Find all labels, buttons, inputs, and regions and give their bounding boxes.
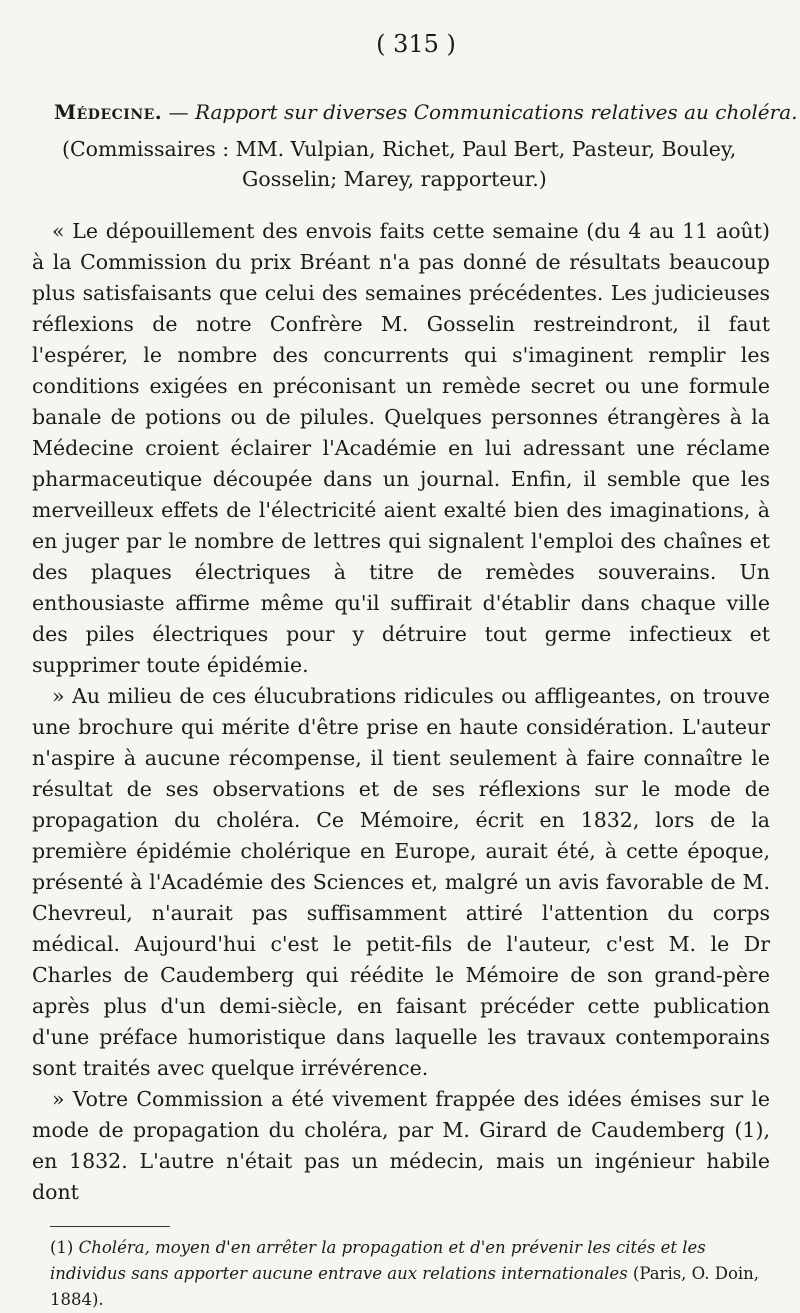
footnote (32, 1235, 770, 1313)
footnote-citation: (Paris, O. Doin, 1884). (50, 1264, 760, 1309)
section-heading (54, 100, 798, 124)
section-label: Médecine. (54, 100, 163, 124)
section-title: Rapport sur diverses Communications relatives au choléra. (194, 100, 798, 124)
commissaires-block (32, 134, 770, 194)
paragraph-3: » Votre Commission a été vivement frappée des idées émises sur le mode de propagation du choléra, par M. Girard de Caudemberg (1), en 1832. L'autre n'était pas un médecin, mais un ingénieur habile dont (32, 1087, 770, 1204)
heading-dash: — (162, 100, 195, 124)
page-number: ( 315 ) (376, 30, 456, 58)
footnote-divider (50, 1226, 170, 1227)
body-text (32, 216, 770, 1208)
commissaires-line-2: Gosselin; Marey, rapporteur.) (242, 167, 547, 191)
paragraph-2: » Au milieu de ces élucubrations ridicules ou affligeantes, on trouve une brochure qui mérite d'être prise en haute considération. L'auteur n'aspire à aucune récompense, il tient seulement à faire connaître le résultat de ses observations et de ses réflexions sur le mode de propagation du choléra. Ce Mémoire, écrit en 1832, lors de la première épidémie cholérique en Europe, aurait été, à cette époque, présenté à l'Académie des Sciences et, malgré un avis favorable de M. Chevreul, n'aurait pas suffisamment attiré l'attention du corps médical. Aujourd'hui c'est le petit-fils de l'auteur, c'est M. le Dr Charles de Caudemberg qui réédite le Mémoire de son grand-père après plus d'un demi-siècle, en faisant précéder cette publication d'une préface humoristique dans laquelle les travaux contemporains sont traités avec quelque irrévérence. (32, 684, 770, 1080)
footnote-title: Choléra, moyen d'en arrêter la propagation et d'en prévenir les cités et les individus sans apporter aucune entrave aux relations internationales (50, 1238, 706, 1283)
paragraph-1: « Le dépouillement des envois faits cette semaine (du 4 au 11 août) à la Commission du prix Bréant n'a pas donné de résultats beaucoup plus satisfaisants que celui des semaines précédentes. Les judicieuses réflexions de notre Confrère M. Gosselin restreindront, il faut l'espérer, le nombre des concurrents qui s'imaginent remplir les conditions exigées en préconisant un remède secret ou une formule banale de potions ou de pilules. Quelques personnes étrangères à la Médecine croient éclairer l'Académie en lui adressant une réclame pharmaceutique découpée dans un journal. Enfin, il semble que les merveilleux effets de l'électricité aient exalté bien des imaginations, à en juger par le nombre de lettres qui signalent l'emploi des chaînes et des plaques électriques à titre de remèdes souverains. Un enthousiaste affirme même qu'il suffirait d'établir dans chaque ville des piles électriques pour y détruire tout germe infectieux et supprimer toute épidémie. (32, 219, 770, 677)
commissaires-line-1: (Commissaires : MM. Vulpian, Richet, Paul Bert, Pasteur, Bouley, (62, 137, 737, 161)
footnote-marker: (1) (50, 1238, 79, 1257)
